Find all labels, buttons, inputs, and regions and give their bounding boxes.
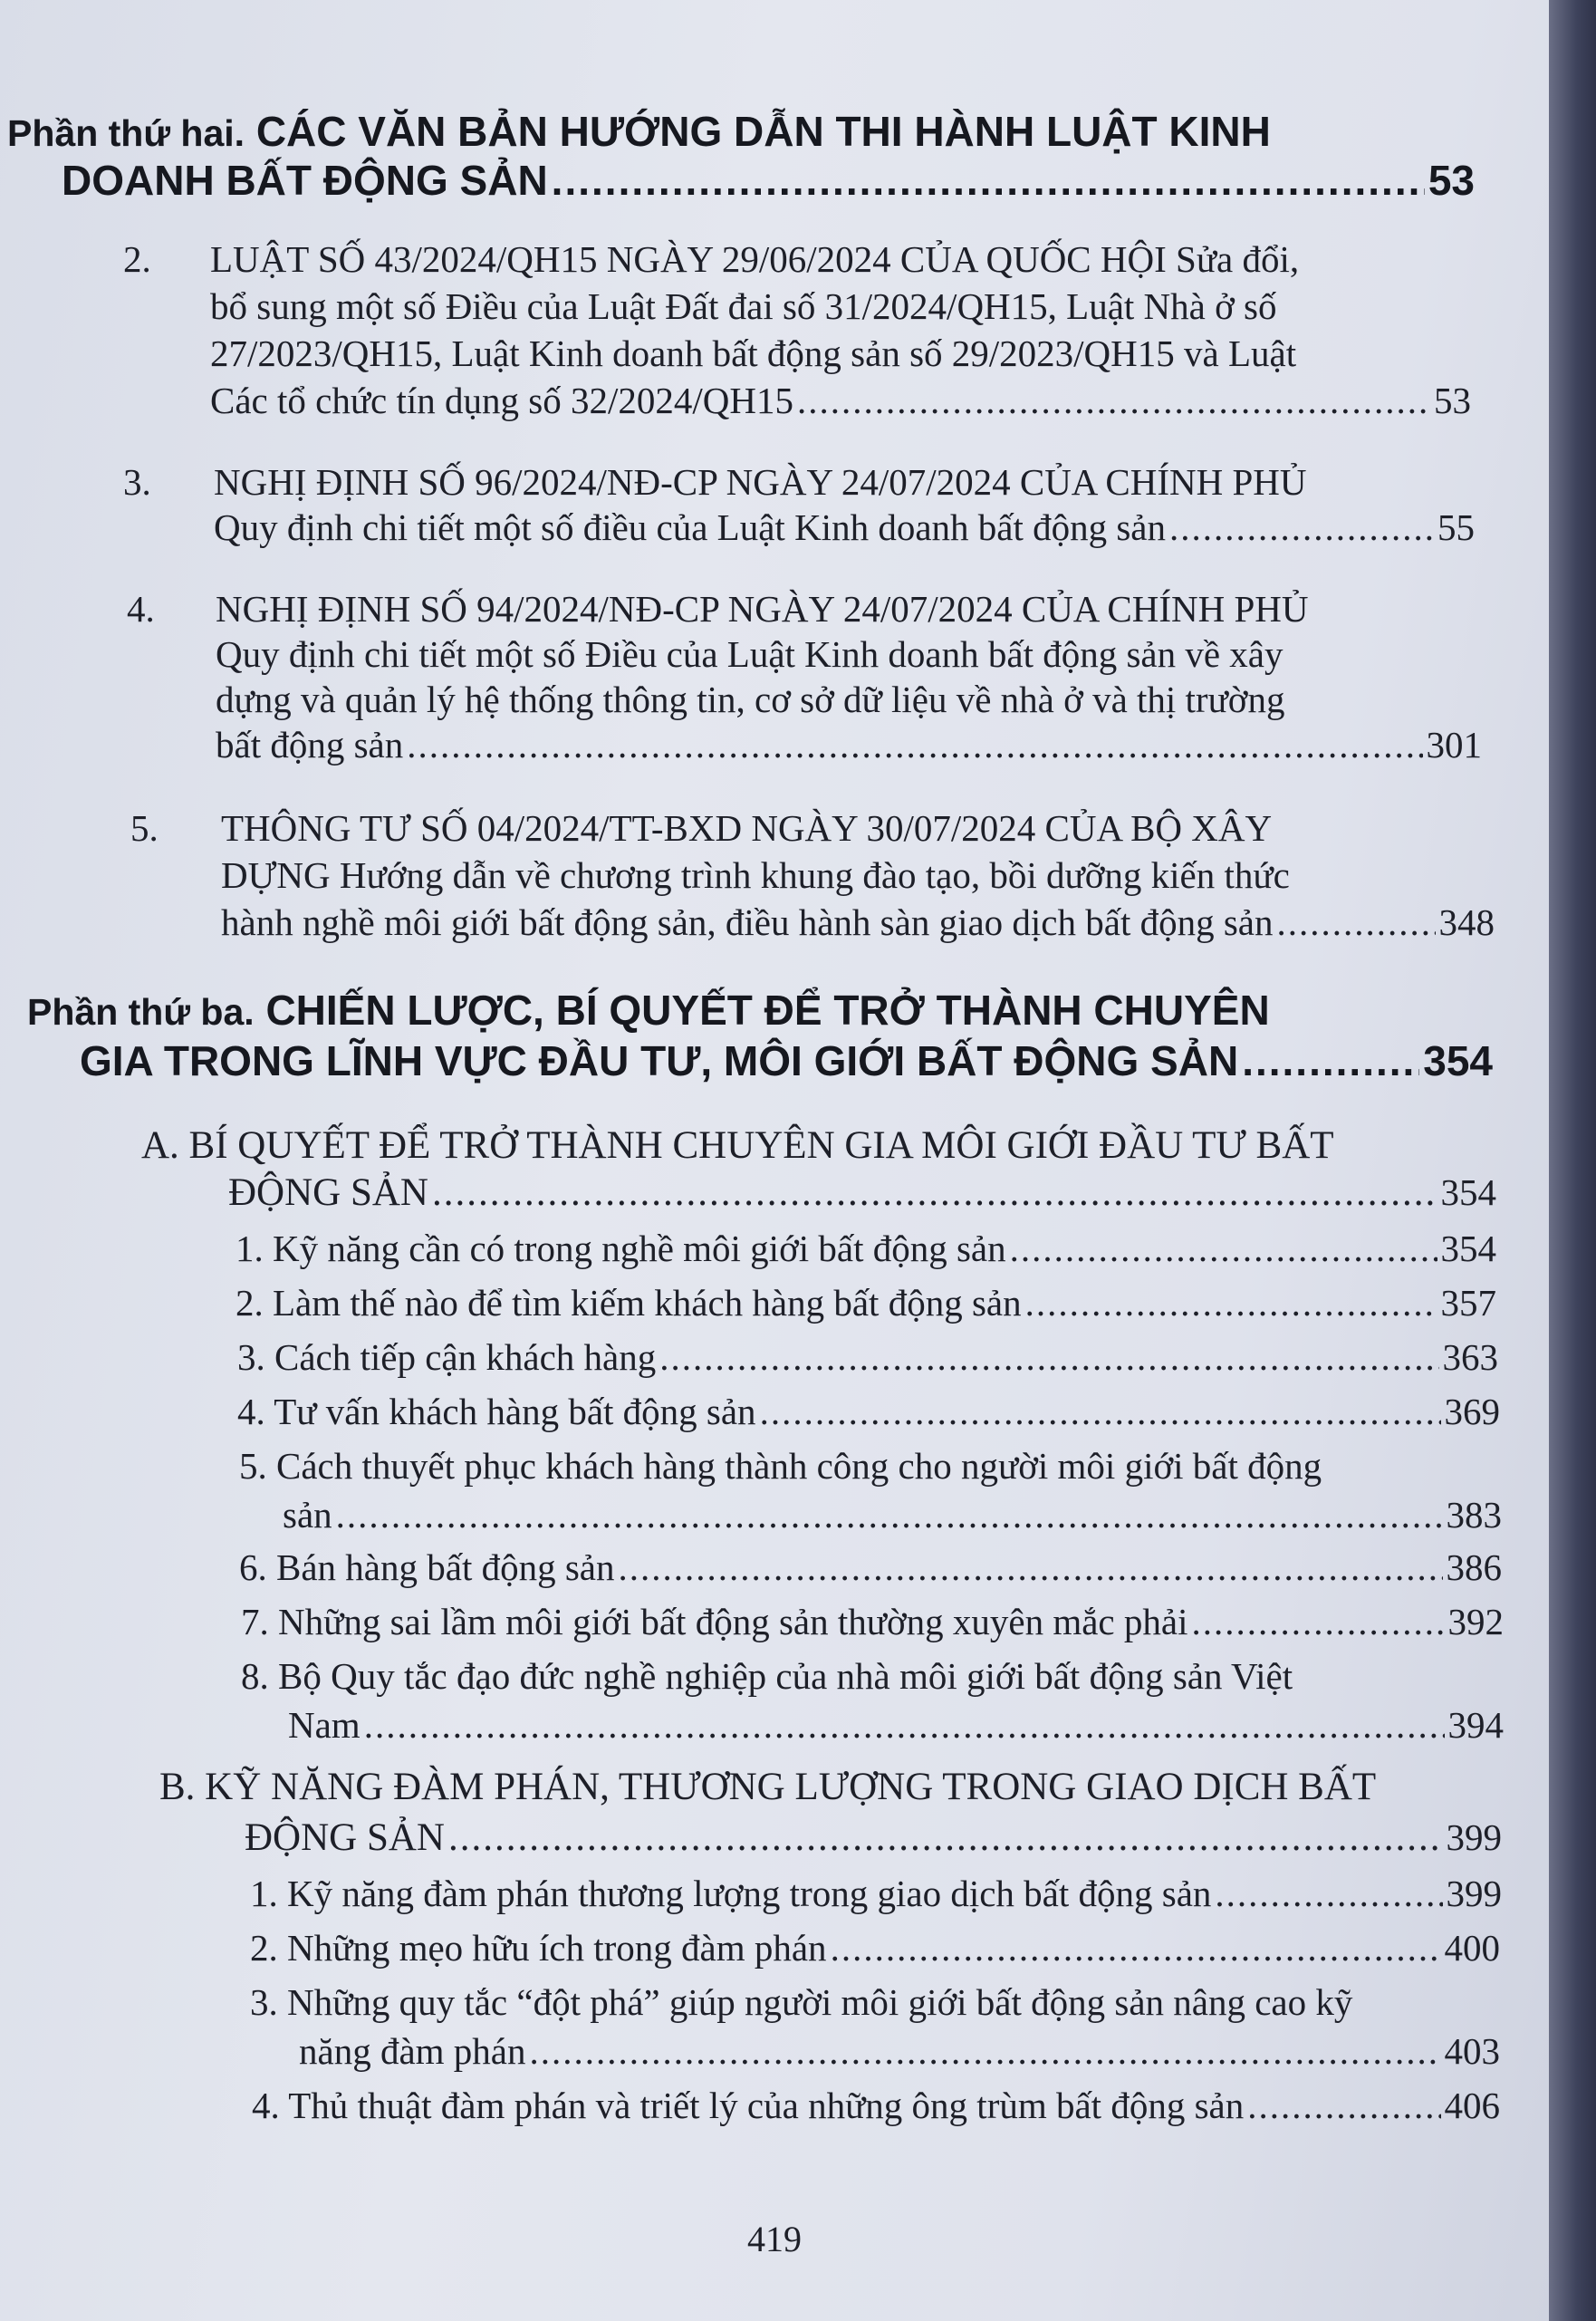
- entry-number: 5.: [130, 807, 159, 849]
- part2-label: Phần thứ hai.: [7, 112, 245, 154]
- section-a-title: ĐỘNG SẢN: [228, 1171, 428, 1214]
- part2-heading-line1: [7, 107, 1271, 156]
- item-page: 403: [1444, 2030, 1500, 2072]
- entry-line: LUẬT SỐ 43/2024/QH15 NGÀY 29/06/2024 CỦA QUỐC HỘI Sửa đổi,: [210, 238, 1300, 280]
- entry-line: THÔNG TƯ SỐ 04/2024/TT-BXD NGÀY 30/07/2024 CỦA BỘ XÂY: [221, 807, 1273, 849]
- entry-last-line: [214, 506, 1475, 549]
- leader-dots: [1025, 1281, 1437, 1324]
- item-line: [283, 1493, 1502, 1536]
- part2-title-line2: DOANH BẤT ĐỘNG SẢN: [62, 157, 548, 204]
- entry-line: 27/2023/QH15, Luật Kinh doanh bất động sản số 29/2023/QH15 và Luật: [210, 332, 1297, 374]
- item-page: 399: [1446, 1873, 1502, 1914]
- item-page: 354: [1440, 1228, 1496, 1269]
- entry-line: hành nghề môi giới bất động sản, điều hành sàn giao dịch bất động sản: [221, 901, 1274, 943]
- item-text: 6. Bán hàng bất động sản: [239, 1546, 615, 1588]
- entry-page: 53: [1434, 380, 1471, 421]
- item-text: Nam: [288, 1704, 361, 1746]
- entry-last-line: [210, 379, 1471, 422]
- entry-line: Các tổ chức tín dụng số 32/2024/QH15: [210, 380, 793, 421]
- item-text: 1. Kỹ năng cần có trong nghề môi giới bất động sản: [236, 1228, 1006, 1269]
- section-b-page: 399: [1446, 1816, 1502, 1858]
- entry-line: NGHỊ ĐỊNH SỐ 96/2024/NĐ-CP NGÀY 24/07/2024 CỦA CHÍNH PHỦ: [214, 461, 1307, 503]
- leader-dots: [1277, 900, 1436, 944]
- item-text: sản: [283, 1494, 332, 1536]
- part3-page: 354: [1423, 1037, 1493, 1084]
- entry-page: 348: [1438, 901, 1495, 943]
- section-b-title-line1: B. KỸ NĂNG ĐÀM PHÁN, THƯƠNG LƯỢNG TRONG GIAO DỊCH BẤT: [159, 1766, 1377, 1808]
- section-b-title: ĐỘNG SẢN: [245, 1816, 445, 1859]
- section-b-title-line2: [245, 1815, 1502, 1860]
- item-text: 4. Tư vấn khách hàng bất động sản: [237, 1391, 756, 1432]
- entry-number: 3.: [123, 461, 151, 503]
- item-text: 4. Thủ thuật đàm phán và triết lý của những ông trùm bất động sản: [252, 2085, 1245, 2126]
- item-text: 2. Những mẹo hữu ích trong đàm phán: [250, 1927, 827, 1969]
- item-line: [299, 2029, 1500, 2073]
- item-page: 400: [1444, 1927, 1500, 1969]
- leader-dots: [618, 1546, 1442, 1589]
- leader-dots: [407, 723, 1422, 766]
- item-line: [239, 1546, 1502, 1589]
- leader-dots: [552, 156, 1425, 205]
- entry-last-line: [221, 900, 1495, 944]
- part3-heading-line1: [27, 986, 1270, 1035]
- item-page: 394: [1447, 1704, 1504, 1746]
- entry-number: 2.: [123, 238, 151, 280]
- leader-dots: [1010, 1227, 1437, 1270]
- item-text: 3. Những quy tắc “đột phá” giúp người môi giới bất động sản nâng cao kỹ: [250, 1981, 1353, 2023]
- leader-dots: [432, 1170, 1437, 1215]
- item-line: [288, 1703, 1504, 1747]
- item-line: [236, 1227, 1496, 1270]
- leader-dots: [760, 1390, 1441, 1433]
- leader-dots: [1169, 506, 1434, 549]
- part2-title-line1: CÁC VĂN BẢN HƯỚNG DẪN THI HÀNH LUẬT KINH: [255, 108, 1271, 155]
- leader-dots: [1242, 1036, 1419, 1085]
- entry-number: 4.: [127, 588, 155, 630]
- entry-page: 301: [1426, 724, 1482, 766]
- item-line: [250, 1926, 1500, 1969]
- leader-dots: [529, 2029, 1440, 2073]
- item-line: [237, 1390, 1500, 1433]
- page-edge-shadow: [1549, 0, 1596, 2321]
- part3-title-line2: GIA TRONG LĨNH VỰC ĐẦU TƯ, MÔI GIỚI BẤT ĐỘNG SẢN: [80, 1037, 1239, 1084]
- leader-dots: [448, 1815, 1443, 1860]
- part2-heading-line2: [62, 156, 1475, 205]
- leader-dots: [1247, 2084, 1440, 2127]
- leader-dots: [797, 379, 1430, 422]
- entry-line: Quy định chi tiết một số điều của Luật Kinh doanh bất động sản: [214, 506, 1167, 548]
- item-page: 383: [1446, 1494, 1502, 1536]
- item-text: 1. Kỹ năng đàm phán thương lượng trong giao dịch bất động sản: [250, 1873, 1212, 1914]
- leader-dots: [336, 1493, 1443, 1536]
- section-a-title-line2: [228, 1170, 1496, 1215]
- part3-label: Phần thứ ba.: [27, 991, 255, 1033]
- leader-dots: [364, 1703, 1445, 1747]
- page-number: 419: [747, 2219, 802, 2259]
- entry-line: NGHỊ ĐỊNH SỐ 94/2024/NĐ-CP NGÀY 24/07/2024 CỦA CHÍNH PHỦ: [216, 588, 1309, 630]
- item-text: 7. Những sai lầm môi giới bất động sản thường xuyên mắc phải: [241, 1601, 1188, 1642]
- entry-line: DỰNG Hướng dẫn về chương trình khung đào tạo, bồi dưỡng kiến thức: [221, 854, 1290, 896]
- item-page: 357: [1440, 1282, 1496, 1324]
- part2-page: 53: [1428, 157, 1475, 204]
- entry-page: 55: [1437, 506, 1475, 548]
- entry-line: dựng và quản lý hệ thống thông tin, cơ sở dữ liệu về nhà ở và thị trường: [216, 679, 1285, 720]
- item-page: 386: [1446, 1546, 1502, 1588]
- item-text: năng đàm phán: [299, 2030, 526, 2072]
- part3-title-line1: CHIẾN LƯỢC, BÍ QUYẾT ĐỂ TRỞ THÀNH CHUYÊN: [265, 987, 1270, 1034]
- leader-dots: [1215, 1872, 1442, 1915]
- section-a-page: 354: [1440, 1171, 1496, 1213]
- item-line: [236, 1281, 1496, 1324]
- entry-line: bổ sung một số Điều của Luật Đất đai số 31/2024/QH15, Luật Nhà ở số: [210, 285, 1277, 327]
- entry-last-line: [216, 723, 1482, 766]
- item-page: 406: [1444, 2085, 1500, 2126]
- item-line: [241, 1600, 1504, 1643]
- item-page: 392: [1447, 1601, 1504, 1642]
- item-line: [252, 2084, 1500, 2127]
- item-line: [237, 1335, 1498, 1379]
- entry-line: Quy định chi tiết một số Điều của Luật Kinh doanh bất động sản về xây: [216, 633, 1284, 675]
- leader-dots: [659, 1335, 1438, 1379]
- item-text: 8. Bộ Quy tắc đạo đức nghề nghiệp của nhà môi giới bất động sản Việt: [241, 1655, 1293, 1697]
- section-a-title-line1: A. BÍ QUYẾT ĐỂ TRỞ THÀNH CHUYÊN GIA MÔI GIỚI ĐẦU TƯ BẤT: [141, 1124, 1334, 1167]
- item-line: [250, 1872, 1502, 1915]
- item-page: 363: [1442, 1336, 1498, 1378]
- entry-line: bất động sản: [216, 724, 404, 766]
- item-text: 5. Cách thuyết phục khách hàng thành công cho người môi giới bất động: [239, 1445, 1322, 1487]
- part3-heading-line2: [80, 1036, 1493, 1085]
- leader-dots: [831, 1926, 1441, 1969]
- item-text: 2. Làm thế nào để tìm kiếm khách hàng bất động sản: [236, 1282, 1022, 1324]
- leader-dots: [1191, 1600, 1444, 1643]
- item-text: 3. Cách tiếp cận khách hàng: [237, 1336, 657, 1378]
- item-page: 369: [1444, 1391, 1500, 1432]
